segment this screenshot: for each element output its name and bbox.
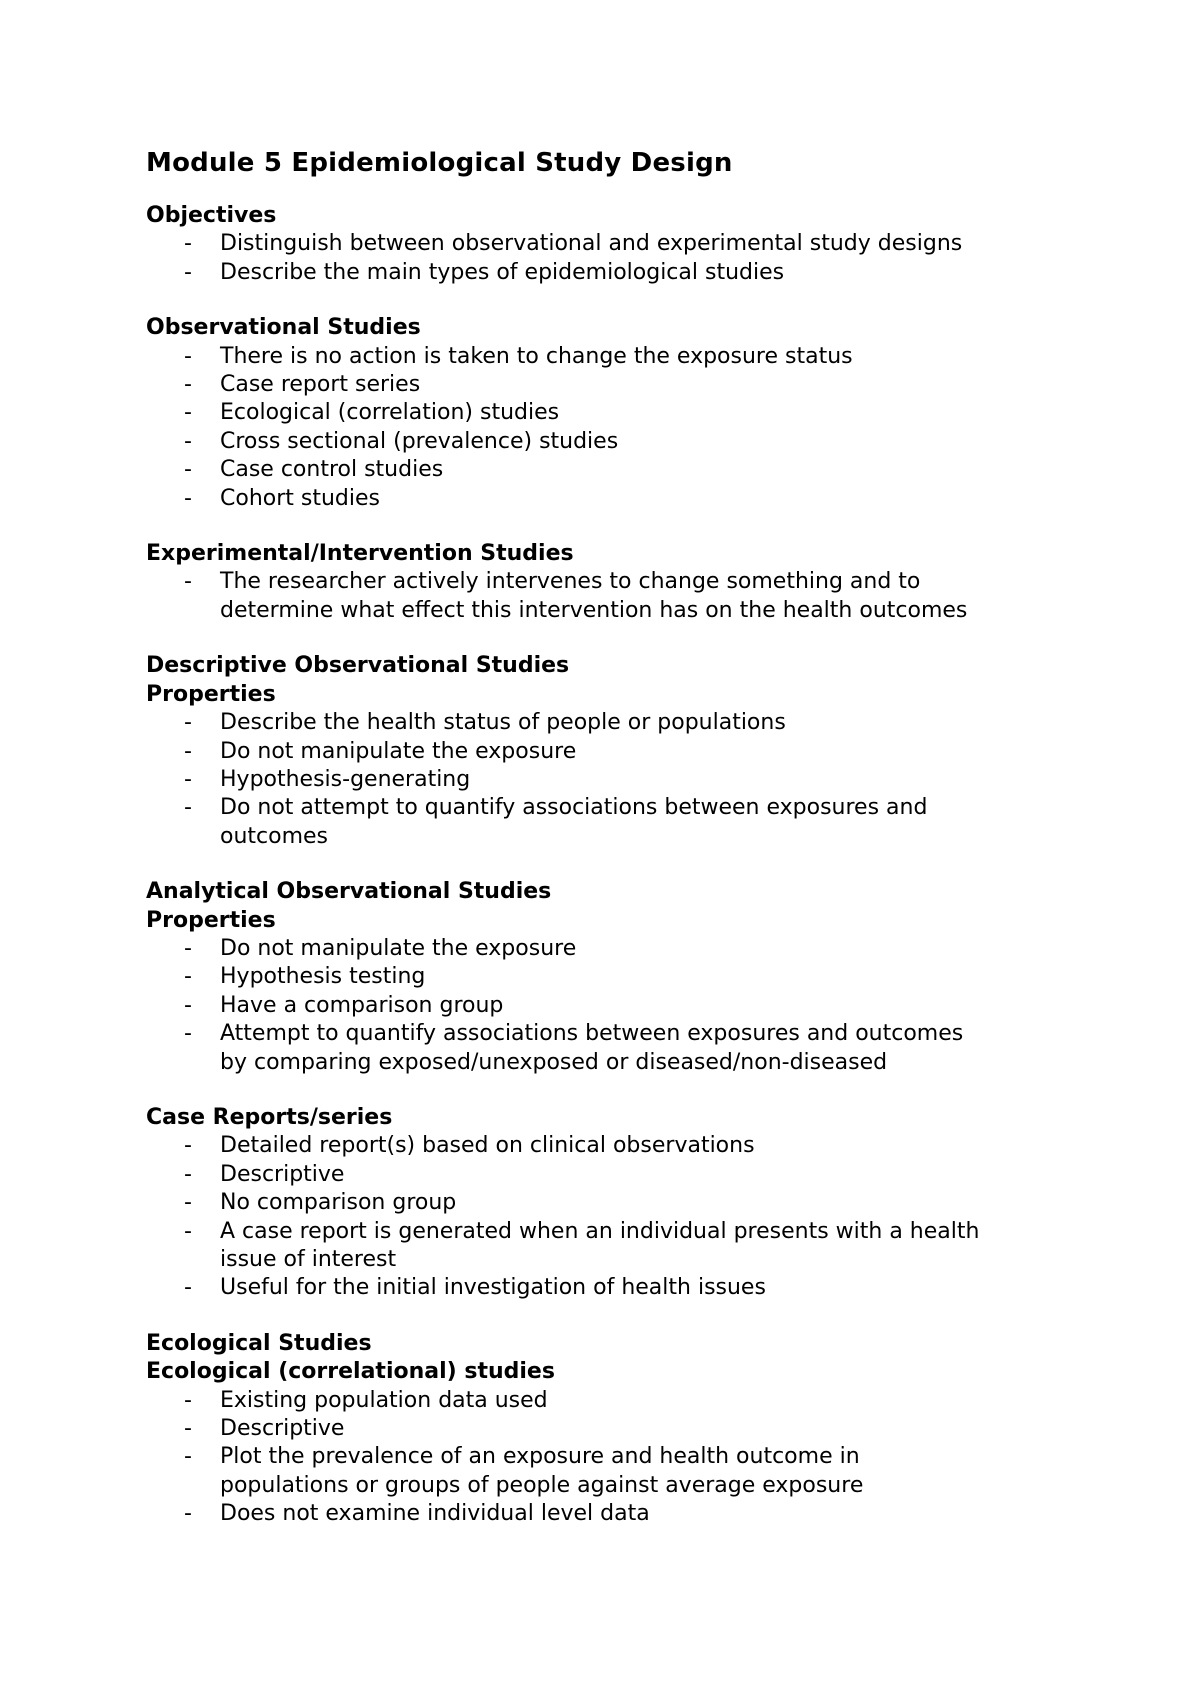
list-item-text: Attempt to quantify associations between exposures and outcomes by comparing exposed/unexposed or diseased/non-diseased	[220, 1021, 964, 1075]
bullet-dash: -	[184, 1190, 192, 1216]
bullet-list	[146, 709, 1100, 851]
bullet-dash: -	[184, 1275, 192, 1301]
bullet-dash: -	[184, 1161, 192, 1187]
bullet-dash: -	[184, 935, 192, 961]
list-item-text: Distinguish between observational and experimental study designs	[220, 231, 963, 257]
bullet-dash: -	[184, 343, 192, 369]
list-item	[146, 738, 1100, 766]
bullet-list	[146, 1132, 1100, 1302]
document-section	[146, 878, 1100, 1077]
section-heading: Ecological Studies	[146, 1330, 372, 1356]
document-section	[146, 652, 1100, 851]
list-item	[146, 1274, 1100, 1302]
list-item	[146, 568, 1100, 625]
list-item	[146, 399, 1100, 427]
list-item	[146, 935, 1100, 963]
list-item-text: Cross sectional (prevalence) studies	[220, 428, 619, 454]
bullet-dash: -	[184, 1021, 192, 1047]
list-item	[146, 230, 1100, 258]
list-item-text: No comparison group	[220, 1190, 457, 1216]
list-item	[146, 1443, 1100, 1500]
bullet-list	[146, 230, 1100, 287]
list-item	[146, 1415, 1100, 1443]
bullet-dash: -	[184, 1218, 192, 1244]
document-section	[146, 1330, 1100, 1529]
list-item-text: Hypothesis-generating	[220, 766, 471, 792]
bullet-dash: -	[184, 457, 192, 483]
list-item-text: There is no action is taken to change the exposure status	[220, 343, 853, 369]
list-item	[146, 963, 1100, 991]
bullet-list	[146, 1387, 1100, 1529]
list-item-text: The researcher actively intervenes to change something and to determine what effect this intervention has on the health outcomes	[220, 569, 968, 623]
list-item	[146, 456, 1100, 484]
section-subheading: Properties	[146, 907, 276, 933]
bullet-dash: -	[184, 259, 192, 285]
list-item-text: Describe the main types of epidemiological studies	[220, 259, 785, 285]
list-item	[146, 371, 1100, 399]
section-heading: Observational Studies	[146, 315, 421, 341]
bullet-dash: -	[184, 428, 192, 454]
list-item-text: Useful for the initial investigation of health issues	[220, 1275, 766, 1301]
list-item-text: Do not manipulate the exposure	[220, 935, 577, 961]
bullet-dash: -	[184, 738, 192, 764]
list-item-text: Plot the prevalence of an exposure and health outcome in populations or groups of people against average exposure	[220, 1444, 864, 1498]
bullet-dash: -	[184, 1387, 192, 1413]
list-item-text: Descriptive	[220, 1416, 345, 1442]
list-item	[146, 992, 1100, 1020]
list-item-text: Detailed report(s) based on clinical observations	[220, 1133, 755, 1159]
bullet-dash: -	[184, 400, 192, 426]
bullet-list	[146, 568, 1100, 625]
list-item	[146, 766, 1100, 794]
list-item	[146, 485, 1100, 513]
bullet-dash: -	[184, 992, 192, 1018]
list-item	[146, 1500, 1100, 1528]
bullet-dash: -	[184, 231, 192, 257]
list-item	[146, 1020, 1100, 1077]
list-item-text: Cohort studies	[220, 485, 380, 511]
section-subheading: Properties	[146, 681, 276, 707]
document-body	[146, 202, 1100, 1529]
list-item-text: Do not attempt to quantify associations between exposures and outcomes	[220, 795, 928, 849]
bullet-dash: -	[184, 795, 192, 821]
list-item	[146, 428, 1100, 456]
bullet-dash: -	[184, 1444, 192, 1470]
list-item-text: Descriptive	[220, 1161, 345, 1187]
section-heading: Experimental/Intervention Studies	[146, 541, 574, 567]
list-item-text: Case report series	[220, 372, 421, 398]
list-item-text: Ecological (correlation) studies	[220, 400, 560, 426]
bullet-dash: -	[184, 964, 192, 990]
list-item	[146, 1132, 1100, 1160]
bullet-list	[146, 935, 1100, 1077]
list-item-text: Does not examine individual level data	[220, 1501, 650, 1527]
bullet-dash: -	[184, 372, 192, 398]
list-item	[146, 794, 1100, 851]
list-item-text: Case control studies	[220, 457, 444, 483]
section-heading: Analytical Observational Studies	[146, 879, 552, 905]
bullet-dash: -	[184, 766, 192, 792]
bullet-dash: -	[184, 710, 192, 736]
list-item-text: Hypothesis testing	[220, 964, 426, 990]
list-item-text: Describe the health status of people or populations	[220, 710, 786, 736]
bullet-dash: -	[184, 1133, 192, 1159]
bullet-dash: -	[184, 1416, 192, 1442]
section-heading: Descriptive Observational Studies	[146, 653, 570, 679]
document-section	[146, 314, 1100, 513]
list-item	[146, 1161, 1100, 1189]
list-item	[146, 1218, 1100, 1275]
section-heading: Case Reports/series	[146, 1104, 393, 1130]
bullet-dash: -	[184, 569, 192, 595]
list-item-text: Have a comparison group	[220, 992, 504, 1018]
list-item	[146, 259, 1100, 287]
bullet-list	[146, 343, 1100, 513]
list-item	[146, 1387, 1100, 1415]
list-item	[146, 1189, 1100, 1217]
bullet-dash: -	[184, 485, 192, 511]
section-heading: Objectives	[146, 203, 277, 228]
list-item	[146, 709, 1100, 737]
document-section	[146, 202, 1100, 287]
document-section	[146, 540, 1100, 625]
section-subheading: Ecological (correlational) studies	[146, 1359, 555, 1385]
bullet-dash: -	[184, 1501, 192, 1527]
list-item-text: A case report is generated when an individual presents with a health issue of interest	[220, 1218, 980, 1272]
document-section	[146, 1104, 1100, 1303]
list-item-text: Existing population data used	[220, 1387, 548, 1413]
list-item-text: Do not manipulate the exposure	[220, 738, 577, 764]
page-title: Module 5 Epidemiological Study Design	[146, 148, 733, 178]
list-item	[146, 343, 1100, 371]
